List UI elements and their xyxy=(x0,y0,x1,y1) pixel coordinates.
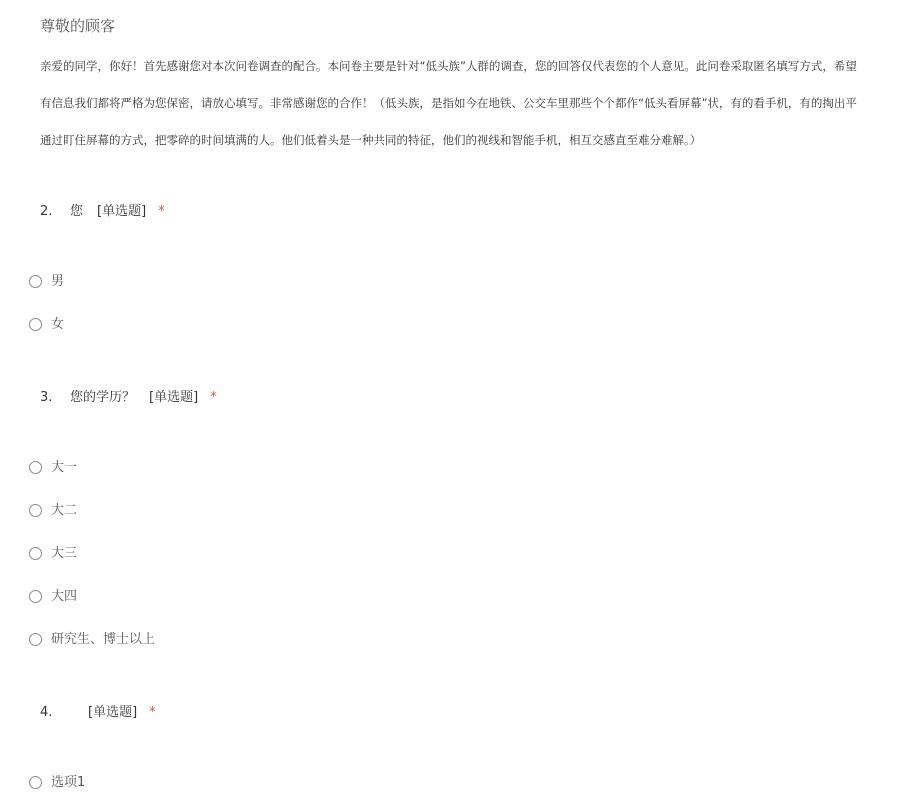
option-freshman[interactable] xyxy=(29,456,155,499)
option-junior[interactable] xyxy=(29,542,155,585)
question-number: 2. xyxy=(40,204,53,219)
radio-icon[interactable] xyxy=(29,461,42,474)
option-label: 选项1 xyxy=(51,775,86,790)
question-type-badge: [单选题] xyxy=(149,390,199,405)
options-question-3 xyxy=(29,456,155,671)
option-label: 大三 xyxy=(51,546,78,561)
option-1[interactable] xyxy=(29,771,85,800)
option-label: 大四 xyxy=(51,589,78,604)
option-label: 研究生、博士以上 xyxy=(51,632,156,647)
question-header xyxy=(40,386,860,410)
question-3 xyxy=(40,386,860,410)
intro-line: 通过盯住屏幕的方式，把零碎的时间填满的人。他们低着头是一种共同的特征，他们的视线和智能手机，相互交感直至难分难解。） xyxy=(40,133,702,147)
option-label: 大二 xyxy=(51,503,78,518)
radio-icon[interactable] xyxy=(29,318,42,331)
options-question-4 xyxy=(29,771,85,800)
survey-intro xyxy=(40,54,900,165)
question-text: 您的学历？ xyxy=(70,390,136,405)
question-type-badge: [单选题] xyxy=(97,204,147,219)
options-question-2 xyxy=(29,270,64,356)
radio-icon[interactable] xyxy=(29,275,42,288)
radio-icon[interactable] xyxy=(29,776,42,789)
intro-line: 有信息我们都将严格为您保密，请放心填写。非常感谢您的合作！（低头族，是指如今在地铁、公交车里那些个个都作“低头看屏幕”状，有的看手机，有的掏出平 xyxy=(40,96,857,110)
option-male[interactable] xyxy=(29,270,64,313)
question-4 xyxy=(40,701,860,725)
question-text: 您 xyxy=(70,204,84,219)
option-senior[interactable] xyxy=(29,585,155,628)
radio-icon[interactable] xyxy=(29,504,42,517)
option-label: 女 xyxy=(51,317,65,332)
radio-icon[interactable] xyxy=(29,633,42,646)
required-mark: * xyxy=(158,204,165,219)
option-graduate[interactable] xyxy=(29,628,155,671)
radio-icon[interactable] xyxy=(29,590,42,603)
question-number: 3. xyxy=(40,390,53,405)
option-label: 大一 xyxy=(51,460,78,475)
intro-line: 亲爱的同学，你好！首先感谢您对本次问卷调查的配合。本问卷主要是针对“低头族”人群的调查，您的回答仅代表您的个人意见。此问卷采取匿名填写方式，希望 xyxy=(40,59,857,73)
radio-icon[interactable] xyxy=(29,547,42,560)
required-mark: * xyxy=(210,390,217,405)
question-number: 4. xyxy=(40,705,53,720)
question-header xyxy=(40,200,860,224)
option-sophomore[interactable] xyxy=(29,499,155,542)
question-header xyxy=(40,701,860,725)
required-mark: * xyxy=(149,705,156,720)
option-label: 男 xyxy=(51,274,65,289)
question-2 xyxy=(40,200,860,224)
option-female[interactable] xyxy=(29,313,64,356)
survey-title: 尊敬的顾客 xyxy=(40,17,116,35)
question-type-badge: [单选题] xyxy=(88,705,138,720)
